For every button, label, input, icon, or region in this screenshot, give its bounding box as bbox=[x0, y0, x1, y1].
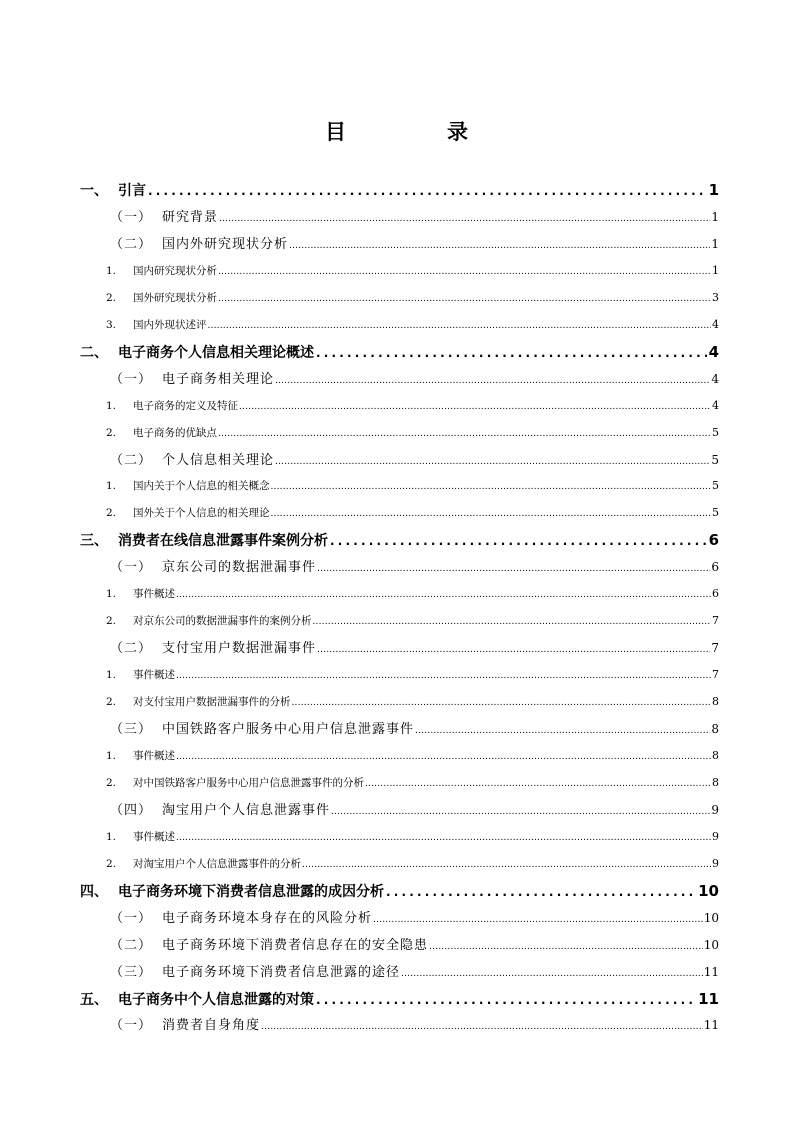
toc-entry-title: 电子商务的优缺点 bbox=[133, 426, 217, 439]
toc-dot-leader bbox=[261, 1016, 703, 1038]
toc-entry-level-3[interactable] bbox=[106, 772, 719, 794]
toc-page-number: 4 bbox=[708, 342, 719, 361]
toc-dot-leader bbox=[292, 692, 712, 714]
toc-page-number: 5 bbox=[712, 479, 719, 493]
toc-entry-level-2[interactable] bbox=[110, 1014, 719, 1036]
toc-page-number: 7 bbox=[712, 668, 719, 682]
toc-entry-number: 1. bbox=[106, 264, 117, 277]
toc-page-number: 9 bbox=[712, 829, 719, 843]
toc-entry-number: 一、 bbox=[80, 183, 108, 199]
toc-entry-level-2[interactable] bbox=[110, 718, 719, 740]
toc-dot-leader bbox=[218, 261, 711, 283]
toc-entry-title: 对中国铁路客户服务中心用户信息泄露事件的分析 bbox=[133, 776, 364, 789]
toc-entry-title: 消费者在线信息泄露事件案例分析 bbox=[118, 533, 328, 550]
toc-entry-level-2[interactable] bbox=[110, 961, 719, 983]
toc-page-number: 3 bbox=[712, 290, 719, 304]
toc-page-number: 8 bbox=[711, 722, 719, 736]
toc-entry-title: 事件概述 bbox=[133, 830, 175, 843]
toc-entry-title: 国内关于个人信息的相关概念 bbox=[133, 480, 270, 493]
toc-entry-level-3[interactable] bbox=[106, 502, 719, 524]
toc-page-number: 10 bbox=[698, 881, 719, 900]
toc-page-number: 1 bbox=[711, 209, 719, 224]
toc-page-number: 5 bbox=[712, 506, 719, 520]
toc-dot-leader bbox=[275, 451, 710, 473]
toc-entry-level-2[interactable] bbox=[110, 206, 719, 228]
toc-page-number: 4 bbox=[711, 371, 719, 386]
toc-entry-title: 电子商务个人信息相关理论概述 bbox=[118, 344, 314, 361]
toc-entry-title: 对支付宝用户数据泄漏事件的分析 bbox=[133, 696, 291, 709]
toc-entry-number: 2. bbox=[106, 291, 117, 304]
toc-entry-number: 3. bbox=[106, 318, 117, 331]
toc-entry-title: 研究背景 bbox=[162, 209, 219, 225]
toc-entry-level-3[interactable] bbox=[106, 745, 719, 767]
toc-entry-number: （二） bbox=[110, 452, 153, 468]
toc-page-number: 4 bbox=[712, 398, 719, 412]
toc-entry-title: 电子商务环境下消费者信息泄露的途径 bbox=[162, 964, 401, 980]
toc-entry-number: 2. bbox=[106, 696, 117, 709]
toc-entry-title: 事件概述 bbox=[133, 588, 175, 601]
toc-page-number: 10 bbox=[703, 937, 719, 952]
toc-entry-number: 1. bbox=[106, 749, 117, 762]
toc-entry-title: 对京东公司的数据泄漏事件的案例分析 bbox=[133, 615, 312, 628]
toc-entry-number: 四、 bbox=[80, 883, 108, 900]
toc-entry-level-1[interactable] bbox=[80, 179, 719, 201]
toc-dot-leader bbox=[218, 423, 711, 445]
toc-page-number: 8 bbox=[712, 695, 719, 709]
toc-entry-number: 2. bbox=[106, 426, 117, 439]
toc-page-number: 8 bbox=[712, 748, 719, 762]
toc-dot-leader bbox=[302, 854, 711, 876]
toc-dot-leader bbox=[148, 180, 707, 202]
toc-entry-title: 事件概述 bbox=[133, 669, 175, 682]
toc-entry-title: 消费者自身角度 bbox=[162, 1018, 261, 1034]
toc-page-number: 6 bbox=[711, 560, 719, 575]
toc-entry-title: 电子商务环境下消费者信息泄露的成因分析 bbox=[118, 883, 384, 900]
toc-entry-number: （二） bbox=[110, 641, 153, 657]
toc-dot-leader bbox=[275, 370, 710, 392]
toc-entry-level-3[interactable] bbox=[106, 422, 719, 444]
toc-dot-leader bbox=[208, 315, 712, 337]
toc-entry-number: 三、 bbox=[80, 533, 108, 550]
toc-entry-title: 引言 bbox=[118, 183, 146, 199]
toc-entry-level-2[interactable] bbox=[110, 449, 719, 471]
toc-dot-leader bbox=[176, 665, 711, 687]
toc-entry-level-3[interactable] bbox=[106, 475, 719, 497]
toc-dot-leader bbox=[219, 208, 710, 230]
toc-entry-number: （三） bbox=[110, 964, 153, 980]
toc-dot-leader bbox=[331, 801, 710, 823]
toc-dot-leader bbox=[239, 396, 711, 418]
toc-entry-title: 国外关于个人信息的相关理论 bbox=[133, 507, 270, 520]
toc-entry-level-3[interactable] bbox=[106, 583, 719, 605]
toc-page-number: 7 bbox=[711, 641, 719, 656]
toc-entry-number: 1. bbox=[106, 480, 117, 493]
toc-entry-title: 支付宝用户数据泄漏事件 bbox=[162, 641, 317, 657]
toc-dot-leader bbox=[386, 881, 696, 903]
toc-dot-leader bbox=[317, 639, 710, 661]
toc-entry-level-3[interactable] bbox=[106, 610, 719, 632]
toc-entry-title: 国外研究现状分析 bbox=[133, 291, 217, 304]
toc-entry-title: 国内研究现状分析 bbox=[133, 264, 217, 277]
toc-entry-level-2[interactable] bbox=[110, 556, 719, 578]
toc-entry-title: 京东公司的数据泄漏事件 bbox=[162, 560, 317, 576]
toc-entry-level-2[interactable] bbox=[110, 799, 719, 821]
toc-dot-leader bbox=[317, 558, 710, 580]
toc-entry-title: 对淘宝用户个人信息泄露事件的分析 bbox=[133, 857, 301, 870]
toc-dot-leader bbox=[176, 584, 711, 606]
toc-entry-title: 电子商务中个人信息泄露的对策 bbox=[118, 991, 314, 1008]
toc-page-number: 7 bbox=[712, 614, 719, 628]
toc-entry-number: （二） bbox=[110, 236, 153, 252]
toc-dot-leader bbox=[313, 611, 712, 633]
toc-entry-number: （二） bbox=[110, 937, 153, 953]
toc-dot-leader bbox=[415, 720, 710, 742]
toc-dot-leader bbox=[316, 989, 696, 1011]
toc-entry-number: 2. bbox=[106, 615, 117, 628]
toc-entry-number: （一） bbox=[110, 910, 153, 926]
toc-page-number: 10 bbox=[703, 910, 719, 925]
toc-entry-number: 2. bbox=[106, 857, 117, 870]
toc-page-number: 11 bbox=[698, 989, 719, 1008]
toc-entry-title: 个人信息相关理论 bbox=[162, 452, 275, 468]
toc-entry-title: 电子商务环境本身存在的风险分析 bbox=[162, 910, 373, 926]
toc-entry-number: 二、 bbox=[80, 344, 108, 361]
toc-dot-leader bbox=[289, 235, 710, 257]
toc-entry-number: 1. bbox=[106, 399, 117, 412]
toc-entry-level-1[interactable] bbox=[80, 529, 719, 551]
toc-entry-title: 淘宝用户个人信息泄露事件 bbox=[162, 802, 331, 818]
toc-entry-level-2[interactable] bbox=[110, 368, 719, 390]
toc-page-number: 6 bbox=[712, 587, 719, 601]
toc-entry-number: （三） bbox=[110, 722, 153, 737]
toc-entry-level-2[interactable] bbox=[110, 934, 719, 956]
toc-entry-level-3[interactable] bbox=[106, 314, 719, 336]
toc-page-number: 8 bbox=[712, 775, 719, 789]
toc-entry-title: 国内外现状述评 bbox=[133, 318, 207, 331]
toc-dot-leader bbox=[176, 746, 711, 768]
toc-page-number: 5 bbox=[711, 452, 719, 467]
toc-entry-title: 事件概述 bbox=[133, 749, 175, 762]
toc-page-number: 4 bbox=[712, 317, 719, 331]
toc-entry-number: 1. bbox=[106, 669, 117, 682]
toc-entry-level-3[interactable] bbox=[106, 287, 719, 309]
toc-dot-leader bbox=[365, 773, 711, 795]
toc-entry-number: 1. bbox=[106, 830, 117, 843]
toc-entry-title: 电子商务环境下消费者信息存在的安全隐患 bbox=[162, 937, 429, 953]
toc-entry-level-2[interactable] bbox=[110, 907, 719, 929]
toc-dot-leader bbox=[429, 936, 703, 958]
toc-entry-number: （一） bbox=[110, 1018, 153, 1034]
toc-entry-number: 1. bbox=[106, 588, 117, 601]
toc-page-number: 6 bbox=[708, 531, 719, 550]
toc-entry-title: 电子商务相关理论 bbox=[162, 371, 275, 387]
toc-page-number: 11 bbox=[703, 964, 719, 979]
toc-entry-level-2[interactable] bbox=[110, 637, 719, 659]
toc-dot-leader bbox=[271, 503, 712, 525]
toc-dot-leader bbox=[271, 476, 712, 498]
toc-entry-number: 2. bbox=[106, 776, 117, 789]
toc-entry-level-2[interactable] bbox=[110, 233, 719, 255]
toc-page-number: 5 bbox=[712, 425, 719, 439]
toc-page-number: 1 bbox=[712, 263, 719, 277]
toc-entry-level-1[interactable] bbox=[80, 880, 719, 902]
toc-page-number: 9 bbox=[711, 802, 719, 817]
toc-page-number: 1 bbox=[708, 181, 719, 199]
toc-entry-level-3[interactable] bbox=[106, 853, 719, 875]
toc-entry-level-3[interactable] bbox=[106, 691, 719, 713]
toc-entry-title: 电子商务的定义及特征 bbox=[133, 399, 238, 412]
toc-entry-level-1[interactable] bbox=[80, 341, 719, 363]
toc-entry-number: 2. bbox=[106, 507, 117, 520]
toc-entry-title: 中国铁路客户服务中心用户信息泄露事件 bbox=[162, 722, 415, 737]
page-title: 目 录 bbox=[325, 120, 508, 144]
toc-page-number: 11 bbox=[703, 1018, 719, 1033]
toc-dot-leader bbox=[218, 288, 711, 310]
toc-entry-number: 五、 bbox=[80, 991, 108, 1008]
toc-entry-level-1[interactable] bbox=[80, 988, 719, 1010]
toc-dot-leader bbox=[401, 963, 703, 985]
toc-entry-level-3[interactable] bbox=[106, 395, 719, 417]
toc-dot-leader bbox=[330, 530, 707, 552]
toc-entry-level-3[interactable] bbox=[106, 260, 719, 282]
toc-page-number: 1 bbox=[711, 236, 719, 251]
toc-page-number: 9 bbox=[712, 856, 719, 870]
toc-entry-level-3[interactable] bbox=[106, 826, 719, 848]
toc-dot-leader bbox=[316, 342, 707, 364]
toc-entry-level-3[interactable] bbox=[106, 664, 719, 686]
toc-entry-number: （一） bbox=[110, 560, 153, 576]
toc-entry-title: 国内外研究现状分析 bbox=[162, 236, 289, 252]
toc-entry-number: （一） bbox=[110, 371, 153, 387]
toc-dot-leader bbox=[373, 909, 703, 931]
toc-dot-leader bbox=[176, 827, 711, 849]
toc-entry-number: （一） bbox=[110, 209, 153, 225]
toc-entry-number: （四） bbox=[110, 802, 153, 818]
